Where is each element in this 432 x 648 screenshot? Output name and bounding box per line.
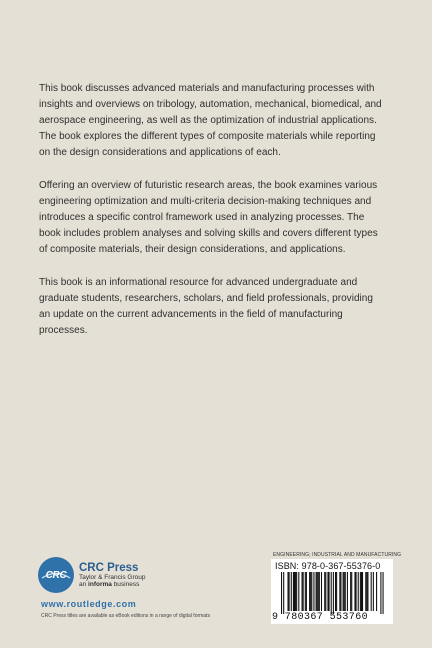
- ebook-availability-note: CRC Press titles are available as eBook editions in a range of digital formats: [41, 613, 210, 619]
- informa-business-line: an informa business: [79, 580, 140, 588]
- description-paragraph-1: This book discusses advanced materials and manufacturing processes with insights and overviews on tribology, automation, mechanical, biomedical, and aerospace engineering, as well as the optimization of industrial applications. The book explores the different types of composite materials while reporting on the design considerations and applications of each.: [39, 83, 382, 158]
- publisher-group: Taylor & Francis Group: [79, 573, 146, 581]
- isbn-number: ISBN: 978-0-367-55376-0: [275, 561, 381, 571]
- crc-press-logo-icon: [38, 557, 74, 593]
- publisher-website-link[interactable]: www.routledge.com: [41, 599, 137, 609]
- isbn-barcode: [271, 559, 393, 624]
- back-cover-description: [39, 81, 385, 356]
- logo-text: CRC: [45, 569, 67, 581]
- description-paragraph-3: This book is an informational resource for advanced undergraduate and graduate students, researchers, scholars, and field professionals, providing an update on the current advancements in the field of manufacturing processes.: [39, 277, 373, 336]
- publisher-block: [38, 557, 238, 593]
- description-paragraph-2: Offering an overview of futuristic research areas, the book examines various engineering optimization and multi-criteria decision-making techniques and introduces a specific control framework used in analyzing processes. The book includes problem analyses and solving skills and covers different types of composite materials, their design considerations, and applications.: [39, 180, 378, 255]
- publisher-name: CRC Press: [79, 561, 139, 574]
- barcode-digits: 9 780367 553760: [272, 612, 369, 623]
- subject-category: ENGINEERING; INDUSTRIAL AND MANUFACTURING: [273, 552, 402, 558]
